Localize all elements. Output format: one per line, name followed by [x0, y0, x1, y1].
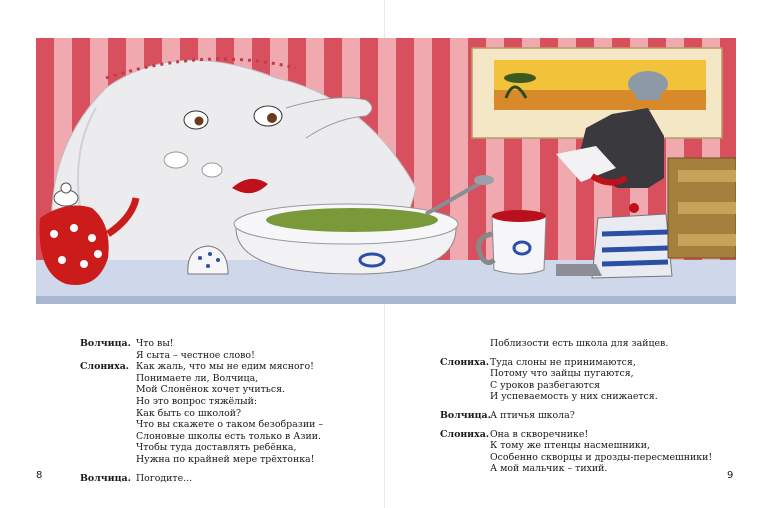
- speech-line: Что вы скажете о таком безобразии –: [136, 419, 324, 431]
- speech-lines: [136, 361, 323, 465]
- dialogue-entry: [80, 338, 323, 361]
- dialogue-entry: [440, 429, 712, 475]
- speech-line: Нужна по крайней мере трёхтонка!: [136, 453, 315, 465]
- dialogue-entry: [440, 410, 712, 422]
- speech-line: А мой мальчик – тихий.: [490, 463, 608, 475]
- speech-line: Слоновые школы есть только в Азии.: [136, 430, 321, 442]
- speech-line: Как жаль, что мы не едим мясного!: [136, 361, 314, 373]
- speech-line: Особенно скворцы и дрозды-пересмешники!: [490, 451, 713, 463]
- page-number-right: 9: [727, 470, 734, 481]
- speaker-name: Волчица.: [440, 409, 491, 421]
- speaker-name: Слониха.: [80, 361, 130, 373]
- speech-line: Мой Слонёнок хочет учиться.: [136, 384, 286, 396]
- speech-line: Погодите...: [136, 472, 193, 484]
- dialogue-entry: [80, 361, 323, 465]
- speech-line: Туда слоны не принимаются,: [490, 356, 636, 368]
- speech-line: Поблизости есть школа для зайцев.: [490, 338, 669, 349]
- speech-line: Но это вопрос тяжёлый:: [136, 395, 258, 407]
- speaker-name: Слониха.: [440, 428, 490, 440]
- speech-line: К тому же птенцы насмешники,: [490, 440, 650, 452]
- speech-lines: [490, 338, 668, 350]
- speech-line: Понимаете ли, Волчица,: [136, 372, 259, 384]
- speech-lines: [490, 410, 575, 422]
- dialogue-entry: [440, 338, 712, 350]
- speaker-name: [440, 338, 490, 350]
- speech-line: И успеваемость у них снижается.: [490, 391, 658, 403]
- right-page-dialogue: [440, 338, 712, 475]
- speech-line: С уроков разбегаются: [490, 379, 600, 391]
- illustration: [36, 38, 736, 304]
- page-number-left: 8: [36, 470, 43, 481]
- speech-lines: [490, 357, 658, 403]
- speech-line: Чтобы туда доставлять ребёнка,: [136, 442, 297, 454]
- illustration-art: [36, 38, 736, 304]
- chair: [668, 158, 736, 258]
- left-page-dialogue: [80, 338, 323, 484]
- speech-line: Что вы!: [136, 338, 174, 349]
- speech-line: Она в скворечнике!: [490, 428, 589, 440]
- dialogue-entry: [440, 357, 712, 403]
- speech-lines: [490, 429, 712, 475]
- speech-line: Как быть со школой?: [136, 407, 242, 419]
- speech-line: Я сыта – честное слово!: [136, 349, 255, 361]
- speaker-name: Волчица.: [80, 472, 131, 484]
- speech-lines: [136, 338, 255, 361]
- speech-line: Потому что зайцы пугаются,: [490, 368, 634, 380]
- dialogue-entry: [80, 473, 323, 485]
- speech-line: А птичья школа?: [490, 409, 575, 421]
- speech-lines: [136, 473, 192, 485]
- speaker-name: Слониха.: [440, 356, 490, 368]
- speaker-name: Волчица.: [80, 338, 131, 349]
